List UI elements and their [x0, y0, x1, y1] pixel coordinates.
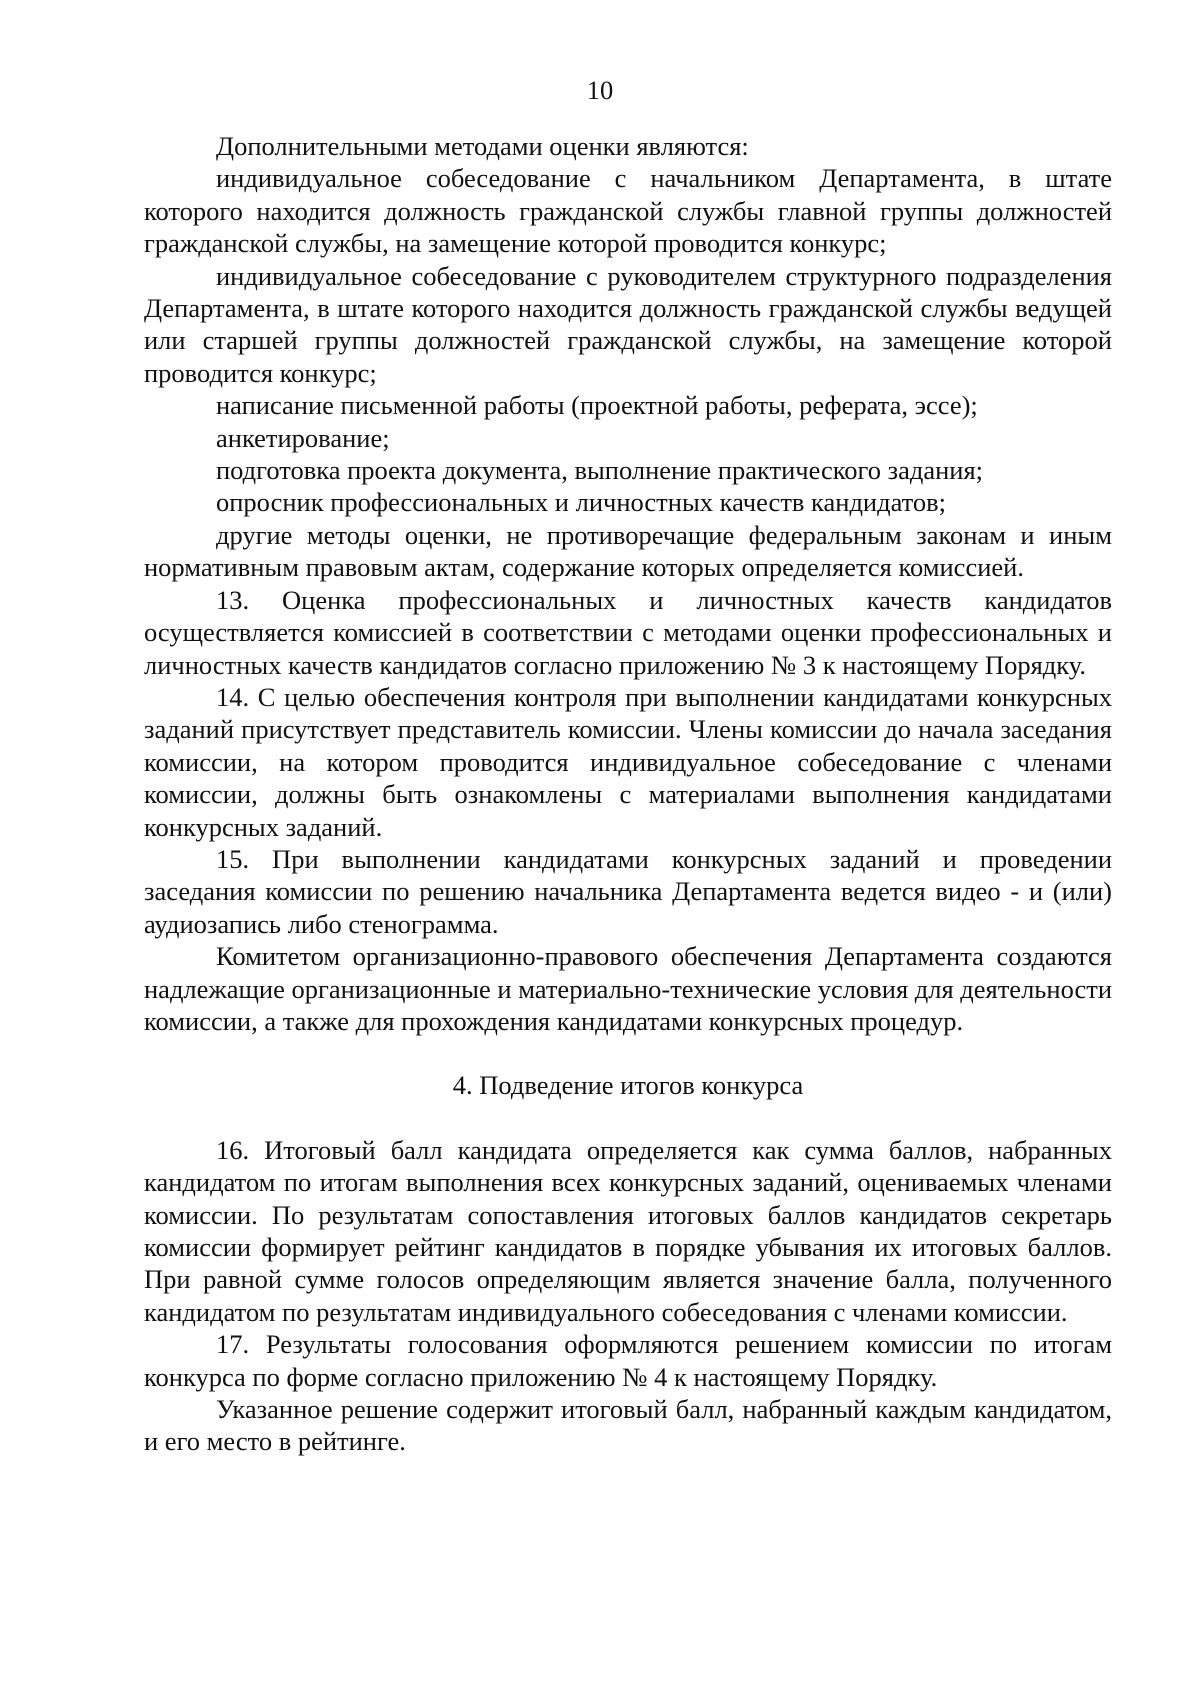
paragraph-qualities-survey: опросник профессиональных и личностных качеств кандидатов; — [216, 487, 947, 518]
paragraph-questionnaire: анкетирование; — [216, 422, 390, 453]
paragraph-decision-content: Указанное решение содержит итоговый балл, набранный каждым кандидатом, и его место в рейтинге. — [144, 1394, 1112, 1457]
page-number: 10 — [586, 75, 614, 105]
paragraph-item-15: 15. При выполнении кандидатами конкурсных заданий и проведении заседания комиссии по решению начальника Департамента ведется видео - и (или) аудиозапись либо стенограмма. — [144, 843, 1112, 939]
section-heading: 4. Подведение итогов конкурса — [452, 1070, 804, 1101]
paragraph-written-work: написание письменной работы (проектной работы, реферата, эссе); — [216, 390, 978, 421]
paragraph-additional-methods-intro: Дополнительными методами оценки являются: — [216, 131, 749, 161]
paragraph-committee-conditions: Комитетом организационно-правового обеспечения Департамента создаются надлежащие организационные и материально-технические условия для деятельности комиссии, а также для прохождения кандидатами конкурсных процедур. — [144, 941, 1112, 1036]
paragraph-item-17: 17. Результаты голосования оформляются решением комиссии по итогам конкурса по форме согласно приложению № 4 к настоящему Порядку. — [144, 1329, 1112, 1392]
paragraph-interview-unit-head: индивидуальное собеседование с руководителем структурного подразделения Департамента, в штате которого находится должность гражданской службы ведущей или старшей группы должностей гражданской службы, на замещение которой проводится конкурс; — [144, 260, 1112, 388]
document-body — [144, 130, 1112, 1458]
paragraph-practical-task: подготовка проекта документа, выполнение практического задания; — [216, 455, 984, 486]
paragraph-interview-head: индивидуальное собеседование с начальником Департамента, в штате которого находится должность гражданской службы главной группы должностей гражданской службы, на замещение которой проводится конкурс; — [144, 163, 1112, 259]
paragraph-item-14: 14. С целью обеспечения контроля при выполнении кандидатами конкурсных заданий присутствует представитель комиссии. Члены комиссии до начала заседания комиссии, на котором проводится индивидуальное собеседование с членами комиссии, должны быть ознакомлены с материалами выполнения кандидатами конкурсных заданий. — [144, 681, 1112, 842]
paragraph-item-13: 13. Оценка профессиональных и личностных качеств кандидатов осуществляется комиссией в соответствии с методами оценки профессиональных и личностных качеств кандидатов согласно приложению № 3 к настоящему Порядку. — [144, 584, 1112, 680]
paragraph-item-16: 16. Итоговый балл кандидата определяется как сумма баллов, набранных кандидатом по итогам выполнения всех конкурсных заданий, оцениваемых членами комиссии. По результатам сопоставления итоговых баллов кандидатов секретарь комиссии формирует рейтинг кандидатов в порядке убывания их итоговых баллов. При равной сумме голосов определяющим является значение балла, полученного кандидатом по результатам индивидуального собеседования с членами комиссии. — [144, 1134, 1112, 1327]
paragraph-other-methods: другие методы оценки, не противоречащие федеральным законам и иным нормативным правовым актам, содержание которых определяется комиссией. — [144, 519, 1112, 583]
